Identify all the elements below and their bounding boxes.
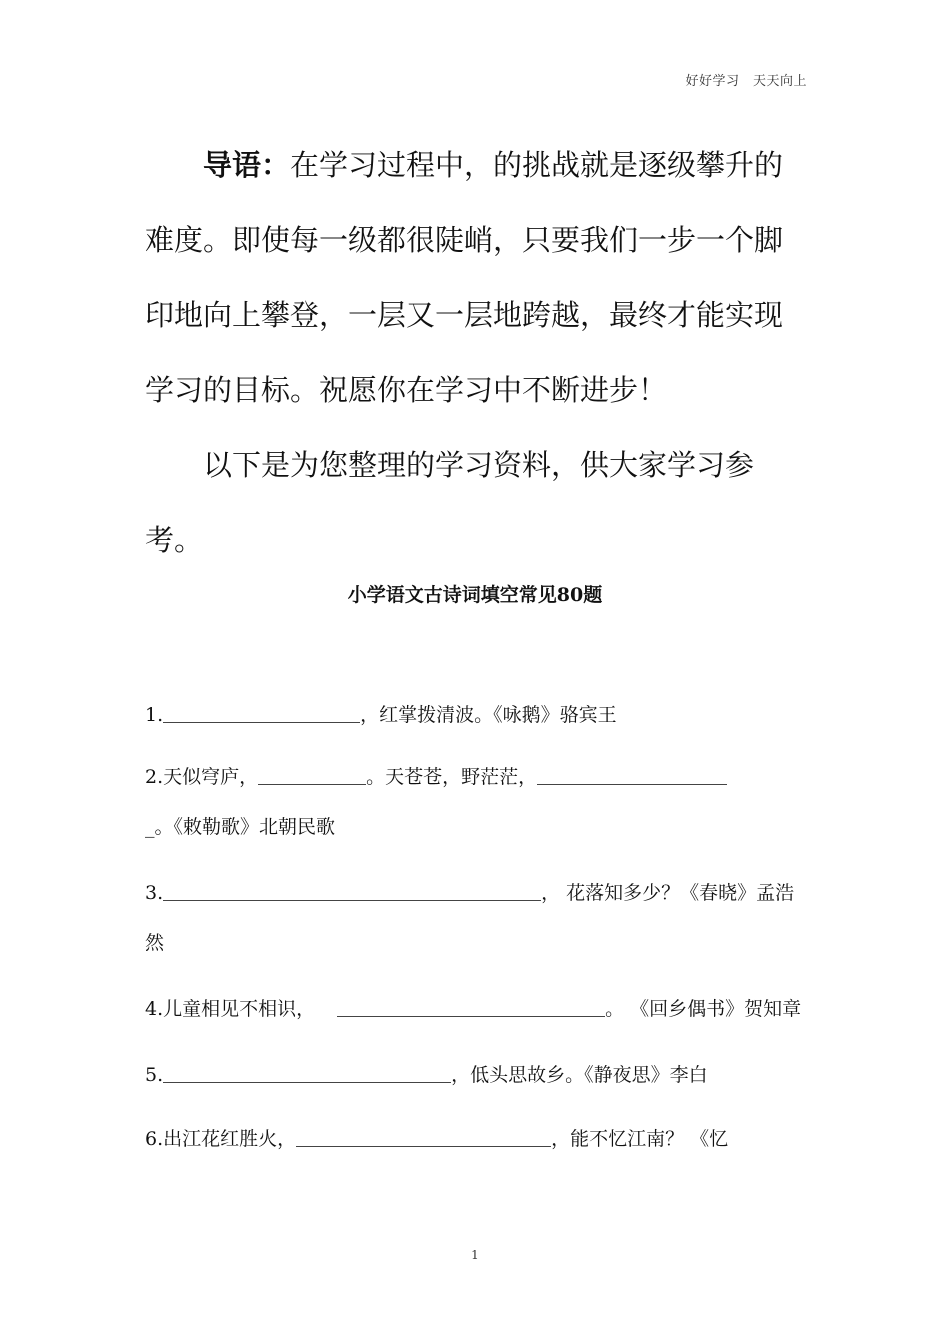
question-prefix: 6.出江花红胜火， xyxy=(145,1128,297,1150)
question-prefix: 2.天似穹庐， xyxy=(145,766,259,788)
question-text: ，低头思故乡。《静夜思》李白 xyxy=(451,1064,708,1086)
answer-blank[interactable] xyxy=(537,762,727,785)
document-title: 小学语文古诗词填空常见80题 xyxy=(347,584,603,606)
answer-blank[interactable] xyxy=(163,700,360,723)
question-1 xyxy=(145,690,807,740)
question-3 xyxy=(145,868,807,968)
question-text: 。天苍苍，野茫茫， xyxy=(366,766,538,788)
question-list xyxy=(145,690,807,1164)
question-prefix: 5. xyxy=(145,1064,164,1086)
intro-body: 在学习过程中，的挑战就是逐级攀升的难度。即使每一级都很陡峭，只要我们一步一个脚印地向上攀登，一层又一层地跨越，最终才能实现学习的目标。祝愿你在学习中不断进步！ xyxy=(145,148,784,407)
question-prefix: 1. xyxy=(145,704,164,726)
answer-blank[interactable] xyxy=(337,994,605,1017)
question-4 xyxy=(145,984,807,1034)
question-6 xyxy=(145,1114,807,1164)
intro-section xyxy=(145,128,807,578)
answer-blank[interactable] xyxy=(258,762,366,785)
question-prefix: 4.儿童相见不相识， xyxy=(145,998,316,1020)
intro-closing: 以下是为您整理的学习资料，供大家学习参考。 xyxy=(145,448,755,557)
question-5 xyxy=(145,1050,807,1100)
answer-blank[interactable] xyxy=(163,878,541,901)
page-number: 1 xyxy=(471,1248,479,1262)
question-prefix: 3. xyxy=(145,882,164,904)
answer-blank[interactable] xyxy=(163,1060,451,1083)
question-2 xyxy=(145,752,807,852)
answer-blank[interactable] xyxy=(296,1124,551,1147)
page-header: 好好学习 天天向上 xyxy=(685,74,807,89)
question-text: ，红掌拨清波。《咏鹅》骆宾王 xyxy=(360,704,617,726)
question-text: 。 《回乡偶书》贺知章 xyxy=(605,998,802,1020)
intro-label: 导语： xyxy=(203,148,291,182)
intro-paragraph xyxy=(145,128,807,428)
question-text: ，能不忆江南？ 《忆 xyxy=(551,1128,729,1150)
question-text: _。《敕勒歌》北朝民歌 xyxy=(145,816,336,838)
question-text: ， 花落知多少？《春晓》孟浩然 xyxy=(145,882,795,954)
